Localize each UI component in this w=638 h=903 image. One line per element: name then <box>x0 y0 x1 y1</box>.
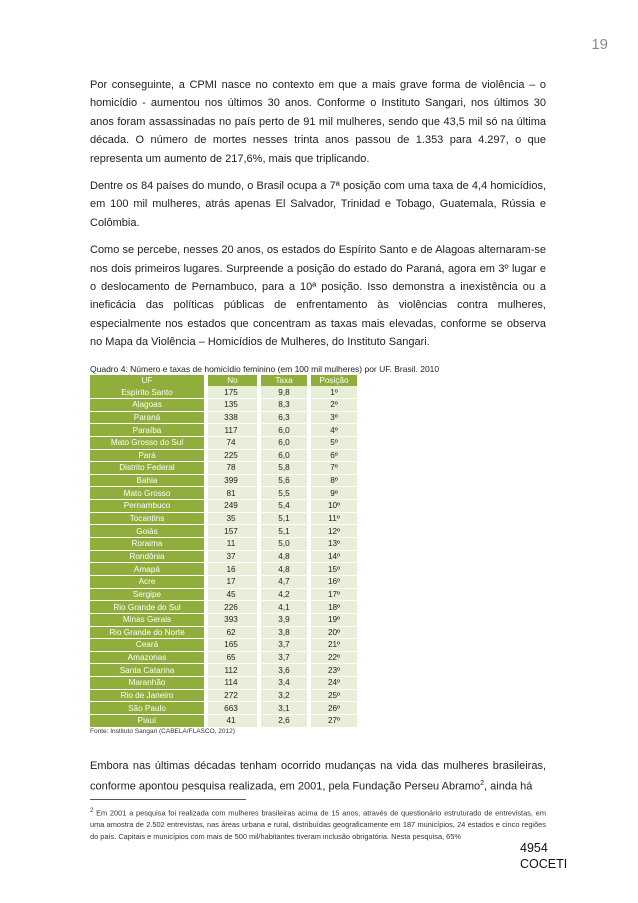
cell-posicao: 4º <box>311 424 357 437</box>
cell-n: 45 <box>208 588 257 601</box>
cell-posicao: 18º <box>311 601 357 614</box>
table-row <box>90 601 357 614</box>
cell-taxa: 5,1 <box>261 512 307 525</box>
cell-posicao: 25º <box>311 689 357 702</box>
table-row <box>90 398 357 411</box>
cell-taxa: 5,0 <box>261 538 307 551</box>
stamp-number: 4954 <box>520 841 548 855</box>
cell-n: 11 <box>208 538 257 551</box>
cell-taxa: 4,7 <box>261 575 307 588</box>
cell-n: 114 <box>208 677 257 690</box>
closing-text-start: Embora nas últimas décadas tenham ocorrido mudanças na vida das mulheres brasileiras, conforme apontou pesquisa realizada, em 2001, pela Fundação Perseu Abramo <box>90 759 546 793</box>
footnote-text: Em 2001 a pesquisa foi realizada com mulheres brasileiras acima de 15 anos, através de questionário estruturado de entrevistas, em uma amostra de 2.502 entrevistas, nas áreas urbana e rural, distribuídas geograficamente em 187 municípios, 24 estados e cinco regiões do país. Capitais e municípios com mais de 500 mil/habitantes tiveram inclusão obrigatória. Nesta pesquisa, 65% <box>90 808 546 841</box>
cell-uf: Amapá <box>90 563 204 576</box>
table-caption: Quadro 4: Número e taxas de homicídio feminino (em 100 mil mulheres) por UF. Brasil. 2010 <box>90 363 440 374</box>
table-row <box>90 512 357 525</box>
cell-n: 78 <box>208 462 257 475</box>
table-row <box>90 651 357 664</box>
table-row <box>90 538 357 551</box>
header-taxa: Taxa <box>261 375 307 387</box>
cell-taxa: 3,6 <box>261 664 307 677</box>
table-row <box>90 613 357 626</box>
cell-uf: Distrito Federal <box>90 462 204 475</box>
cell-taxa: 3,1 <box>261 702 307 715</box>
table-row <box>90 677 357 690</box>
cell-n: 393 <box>208 613 257 626</box>
table-source: Fonte: Instituto Sangari (CABELA/FLASCO, 2012) <box>90 727 235 735</box>
table-row <box>90 689 357 702</box>
cell-uf: Alagoas <box>90 398 204 411</box>
cell-posicao: 9º <box>311 487 357 500</box>
cell-taxa: 6,0 <box>261 449 307 462</box>
header-uf: UF <box>90 375 204 387</box>
cell-taxa: 3,9 <box>261 613 307 626</box>
cell-posicao: 2º <box>311 398 357 411</box>
cell-posicao: 12º <box>311 525 357 538</box>
table-row <box>90 436 357 449</box>
table-row <box>90 525 357 538</box>
cell-posicao: 6º <box>311 449 357 462</box>
cell-uf: Mato Grosso <box>90 487 204 500</box>
table-row <box>90 575 357 588</box>
cell-taxa: 3,8 <box>261 626 307 639</box>
cell-n: 249 <box>208 500 257 513</box>
cell-n: 175 <box>208 386 257 398</box>
cell-n: 16 <box>208 563 257 576</box>
cell-n: 157 <box>208 525 257 538</box>
cell-posicao: 14º <box>311 550 357 563</box>
cell-uf: Bahia <box>90 474 204 487</box>
table-header-row <box>90 375 357 387</box>
cell-uf: Paraíba <box>90 424 204 437</box>
cell-uf: Rio de Janeiro <box>90 689 204 702</box>
cell-posicao: 22º <box>311 651 357 664</box>
cell-uf: Rondônia <box>90 550 204 563</box>
table-row <box>90 626 357 639</box>
cell-taxa: 3,7 <box>261 639 307 652</box>
cell-taxa: 4,1 <box>261 601 307 614</box>
cell-taxa: 3,7 <box>261 651 307 664</box>
cell-taxa: 5,8 <box>261 462 307 475</box>
footnote-divider <box>90 799 246 800</box>
cell-uf: Piauí <box>90 714 204 727</box>
cell-posicao: 20º <box>311 626 357 639</box>
cell-uf: São Paulo <box>90 702 204 715</box>
cell-taxa: 5,6 <box>261 474 307 487</box>
cell-uf: Minas Gerais <box>90 613 204 626</box>
homicide-table <box>90 375 357 728</box>
cell-n: 663 <box>208 702 257 715</box>
cell-taxa: 6,0 <box>261 436 307 449</box>
cell-uf: Maranhão <box>90 677 204 690</box>
table-body <box>90 386 357 727</box>
cell-posicao: 11º <box>311 512 357 525</box>
cell-taxa: 5,5 <box>261 487 307 500</box>
paragraph-3: Como se percebe, nesses 20 anos, os estados do Espírito Santo e de Alagoas alternaram-se nos dois primeiros lugares. Surpreende a posição do estado do Paraná, agora em 3º lugar e o deslocamento de Pernambuco, para a 10ª posição. Isso demonstra a inexistência ou a ineficácia das políticas públicas de enfrentamento às violências contra mulheres, especialmente nos estados que concentram as taxas mais elevadas, conforme se observa no Mapa da Violência – Homicídios de Mulheres, do Instituto Sangari. <box>90 244 546 349</box>
cell-posicao: 5º <box>311 436 357 449</box>
cell-uf: Paraná <box>90 411 204 424</box>
header-posicao: Posição <box>311 375 357 387</box>
table-row <box>90 424 357 437</box>
cell-uf: Santa Catarina <box>90 664 204 677</box>
cell-posicao: 3º <box>311 411 357 424</box>
cell-n: 272 <box>208 689 257 702</box>
page-content <box>90 76 546 842</box>
table-row <box>90 702 357 715</box>
cell-taxa: 4,8 <box>261 550 307 563</box>
cell-posicao: 27º <box>311 714 357 727</box>
cell-posicao: 13º <box>311 538 357 551</box>
table-row <box>90 639 357 652</box>
page-number: 19 <box>591 36 608 53</box>
cell-uf: Ceará <box>90 639 204 652</box>
document-stamp <box>520 840 567 872</box>
table-row <box>90 462 357 475</box>
cell-posicao: 23º <box>311 664 357 677</box>
table-row <box>90 386 357 398</box>
cell-uf: Pará <box>90 449 204 462</box>
cell-posicao: 7º <box>311 462 357 475</box>
cell-taxa: 3,4 <box>261 677 307 690</box>
cell-uf: Rio Grande do Norte <box>90 626 204 639</box>
cell-uf: Mato Grosso do Sul <box>90 436 204 449</box>
cell-taxa: 6,3 <box>261 411 307 424</box>
cell-taxa: 5,1 <box>261 525 307 538</box>
footnote-number: 2 <box>90 808 94 815</box>
footnote-ref: 2 <box>480 780 485 788</box>
cell-posicao: 26º <box>311 702 357 715</box>
cell-n: 225 <box>208 449 257 462</box>
table-row <box>90 550 357 563</box>
cell-n: 117 <box>208 424 257 437</box>
cell-posicao: 1º <box>311 386 357 398</box>
cell-taxa: 4,2 <box>261 588 307 601</box>
cell-uf: Amazonas <box>90 651 204 664</box>
paragraph-2: Dentre os 84 países do mundo, o Brasil ocupa a 7ª posição com uma taxa de 4,4 homicídios, em 100 mil mulheres, atrás apenas El Salvador, Trinidad e Tobago, Guatemala, Rússia e Colômbia. <box>90 180 546 229</box>
cell-n: 135 <box>208 398 257 411</box>
paragraph-1: Por conseguinte, a CPMI nasce no contexto em que a mais grave forma de violência – o homicídio - aumentou nos últimos 30 anos. Conforme o Instituto Sangari, nos últimos 30 anos foram assassinadas no país perto de 91 mil mulheres, sendo que 43,5 mil só na última década. O número de mortes nesses trinta anos passou de 1.353 para 4.297, o que representa um aumento de 217,6%, mais que triplicando. <box>90 79 546 165</box>
cell-n: 226 <box>208 601 257 614</box>
table-row <box>90 563 357 576</box>
cell-posicao: 16º <box>311 575 357 588</box>
table-row <box>90 474 357 487</box>
cell-posicao: 21º <box>311 639 357 652</box>
cell-posicao: 15º <box>311 563 357 576</box>
cell-n: 399 <box>208 474 257 487</box>
table-row <box>90 411 357 424</box>
cell-uf: Roraima <box>90 538 204 551</box>
cell-posicao: 24º <box>311 677 357 690</box>
cell-n: 165 <box>208 639 257 652</box>
cell-uf: Espírito Santo <box>90 386 204 398</box>
cell-taxa: 9,8 <box>261 386 307 398</box>
cell-posicao: 10º <box>311 500 357 513</box>
cell-n: 35 <box>208 512 257 525</box>
cell-n: 41 <box>208 714 257 727</box>
cell-n: 17 <box>208 575 257 588</box>
cell-posicao: 17º <box>311 588 357 601</box>
table-row <box>90 487 357 500</box>
table-row <box>90 588 357 601</box>
table-row <box>90 500 357 513</box>
cell-uf: Tocantins <box>90 512 204 525</box>
cell-n: 65 <box>208 651 257 664</box>
table-row <box>90 449 357 462</box>
cell-uf: Pernambuco <box>90 500 204 513</box>
cell-posicao: 8º <box>311 474 357 487</box>
cell-posicao: 19º <box>311 613 357 626</box>
cell-n: 62 <box>208 626 257 639</box>
stamp-label: COCETI <box>520 857 568 871</box>
footnote <box>90 806 546 842</box>
cell-n: 112 <box>208 664 257 677</box>
cell-taxa: 2,6 <box>261 714 307 727</box>
cell-taxa: 6,0 <box>261 424 307 437</box>
cell-n: 338 <box>208 411 257 424</box>
cell-uf: Sergipe <box>90 588 204 601</box>
table-row <box>90 714 357 727</box>
cell-n: 74 <box>208 436 257 449</box>
cell-n: 81 <box>208 487 257 500</box>
cell-taxa: 8,3 <box>261 398 307 411</box>
cell-taxa: 3,2 <box>261 689 307 702</box>
header-n: No <box>208 375 257 387</box>
cell-uf: Acre <box>90 575 204 588</box>
cell-taxa: 4,8 <box>261 563 307 576</box>
cell-n: 37 <box>208 550 257 563</box>
table-row <box>90 664 357 677</box>
closing-text-end: , ainda há <box>484 780 533 793</box>
cell-taxa: 5,4 <box>261 500 307 513</box>
cell-uf: Rio Grande do Sul <box>90 601 204 614</box>
closing-paragraph <box>90 757 546 796</box>
cell-uf: Goiás <box>90 525 204 538</box>
